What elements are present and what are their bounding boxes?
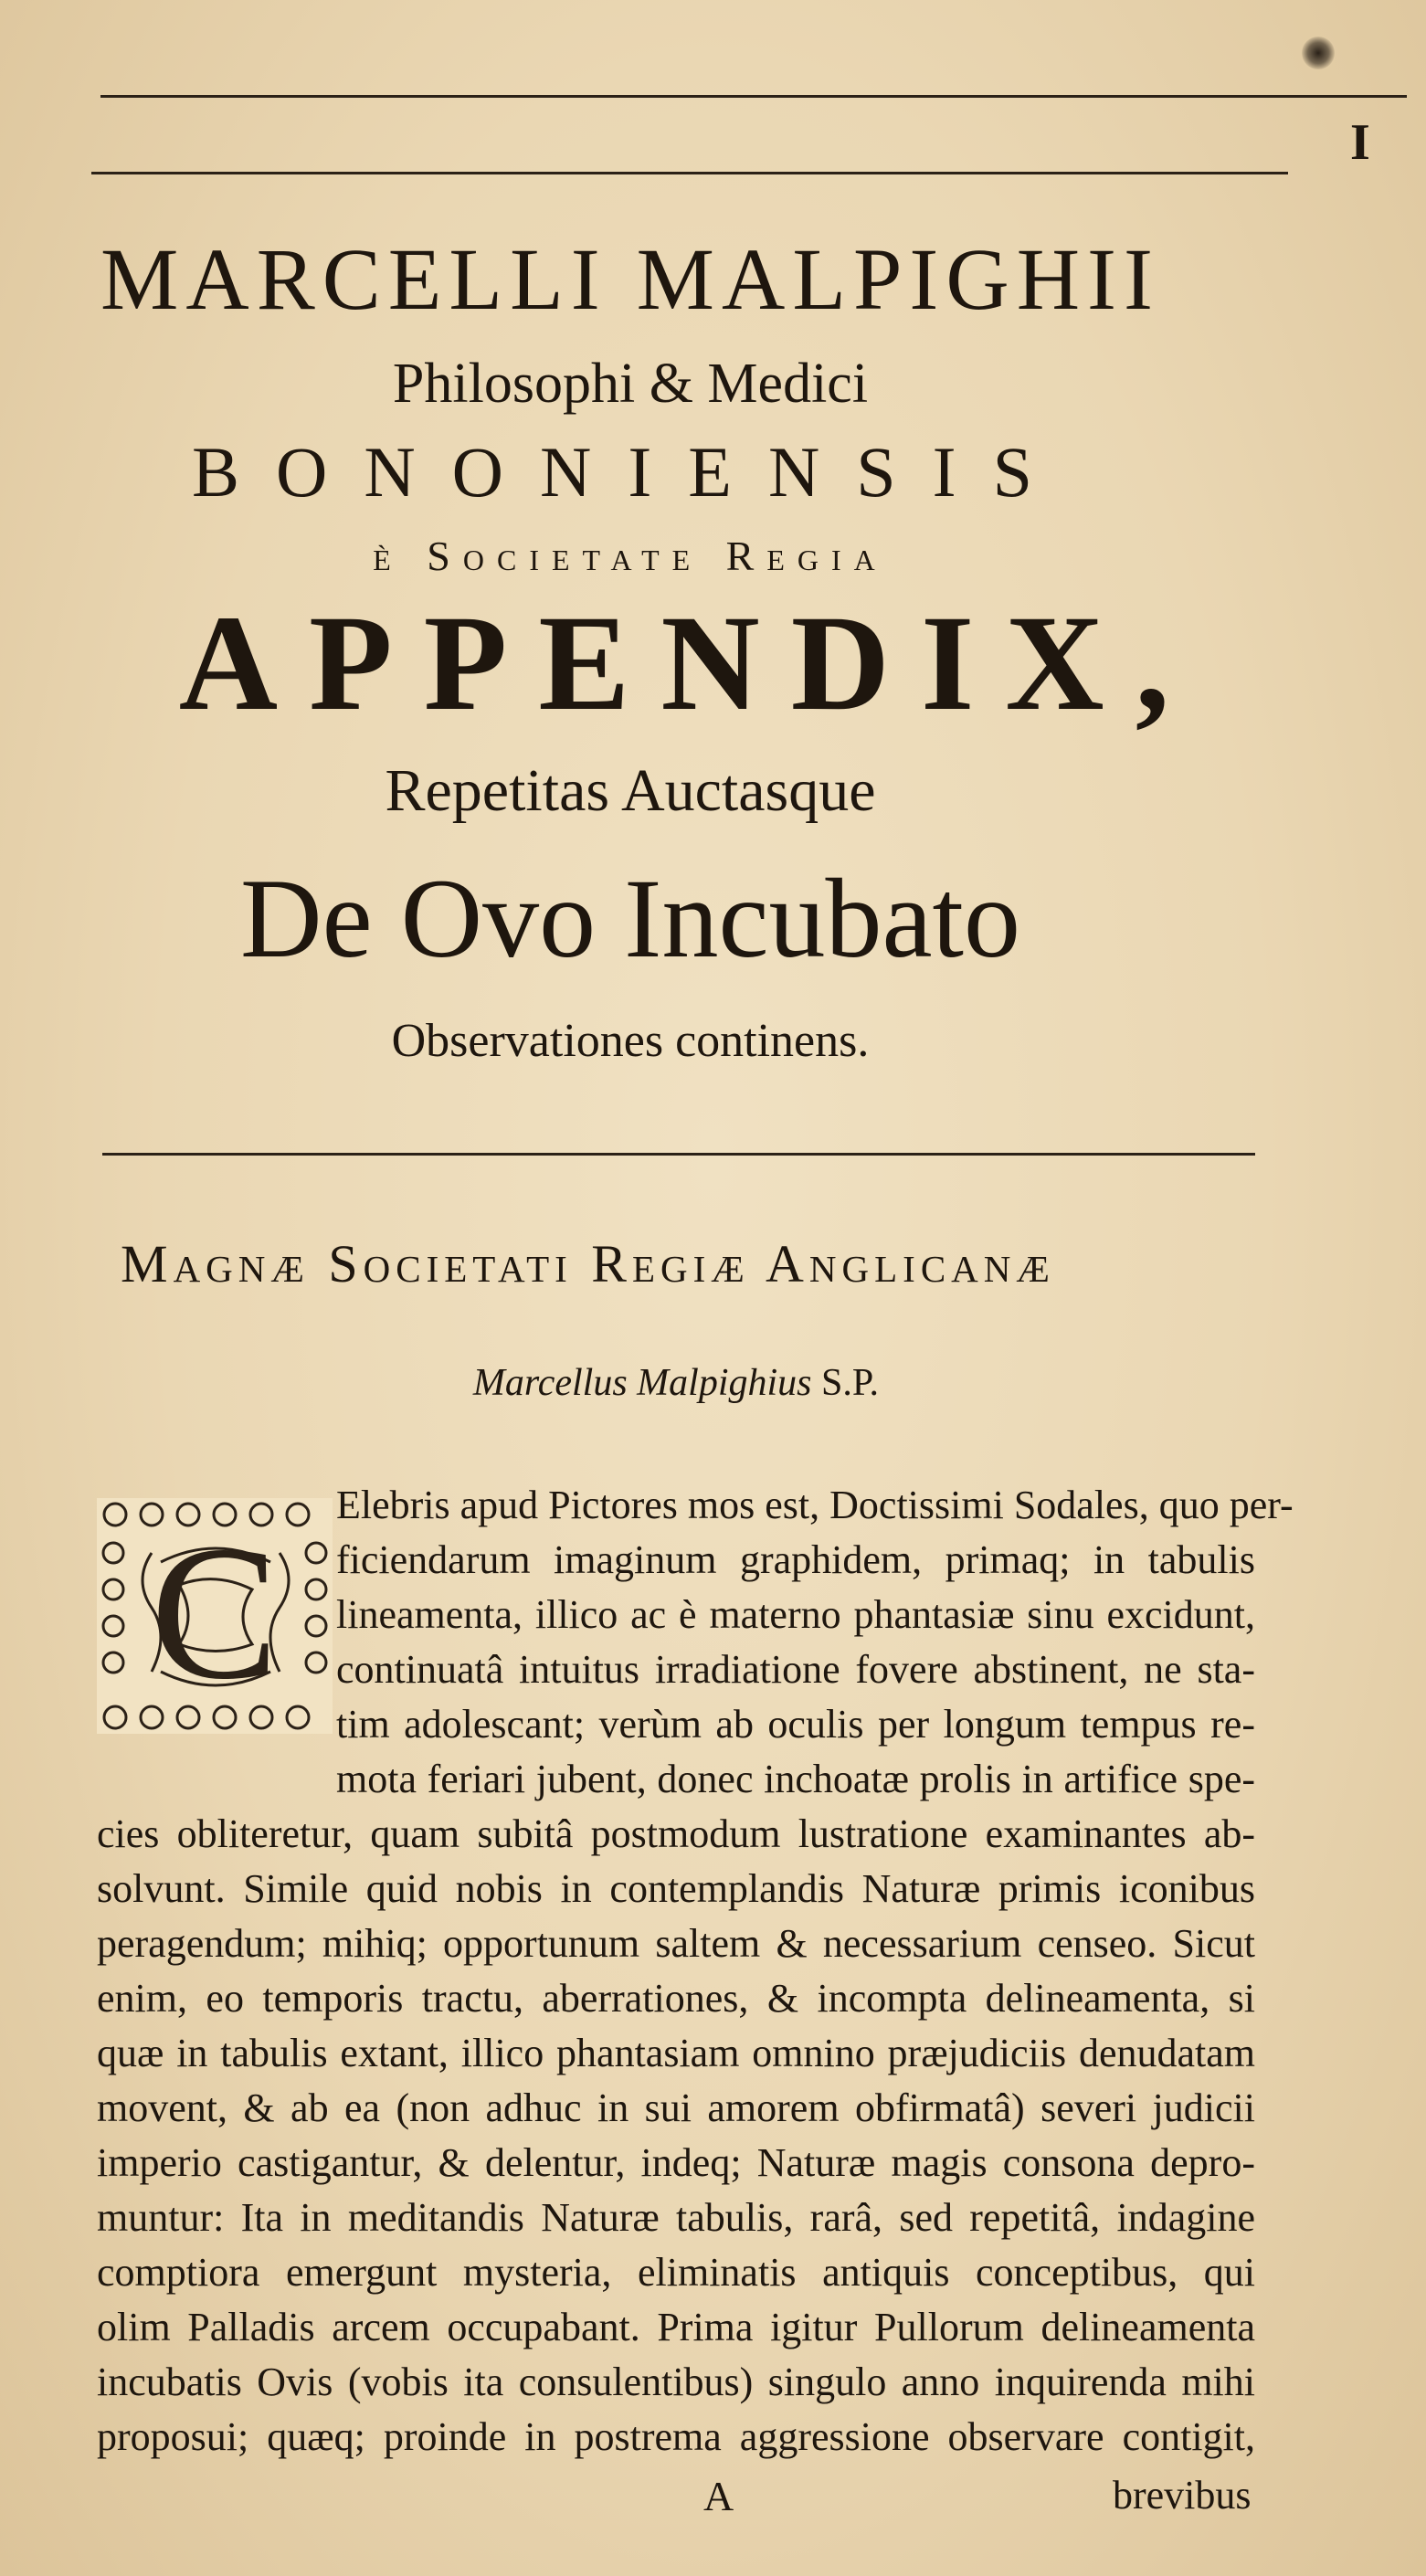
body-line-9: peragendum; mihiq; opportunum saltem & necessarium censeo. Sicut xyxy=(97,1921,1255,1966)
body-line-4: continuatâ intuitus irradiatione fovere abstinent, ne sta- xyxy=(336,1647,1255,1692)
body-line-10: enim, eo temporis tractu, aberrationes, & incompta delineamenta, si xyxy=(97,1976,1255,2021)
body-line-13: imperio castigantur, & delentur, indeq; Naturæ magis consona depro- xyxy=(97,2140,1255,2185)
decorated-initial-c xyxy=(97,1498,333,1734)
title-author: MARCELLI MALPIGHII xyxy=(100,230,1160,328)
body-line-11: quæ in tabulis extant, illico phantasiam omnino præjudiciis denudatam xyxy=(97,2031,1255,2075)
title-profession: Philosophi & Medici xyxy=(392,353,869,415)
author-name: Marcellus Malpighius xyxy=(472,1362,812,1404)
initial-letter: C xyxy=(150,1507,280,1719)
body-line-18: proposui; quæq; proinde in postrema aggressione observare contigit, xyxy=(97,2414,1255,2459)
body-line-2: ficiendarum imaginum graphidem, primaq; in tabulis xyxy=(336,1537,1255,1582)
page-number: I xyxy=(1350,114,1370,171)
body-line-14: muntur: Ita in meditandis Naturæ tabulis, rarâ, sed repetitâ, indagine xyxy=(97,2195,1255,2240)
dedication-heading: Magnæ Societati Regiæ Anglicanæ xyxy=(121,1234,1055,1293)
header-rule xyxy=(91,172,1288,174)
body-line-5: tim adolescant; verùm ab oculis per longum tempus re- xyxy=(336,1702,1255,1747)
body-line-16: olim Palladis arcem occupabant. Prima igitur Pullorum delineamenta xyxy=(97,2305,1255,2349)
title-divider xyxy=(102,1153,1255,1156)
body-line-12: movent, & ab ea (non adhuc in sui amorem obfirmatâ) severi judicii xyxy=(97,2085,1255,2130)
top-rule xyxy=(100,95,1407,98)
body-line-8: solvunt. Simile quid nobis in contemplandis Naturæ primis iconibus xyxy=(97,1866,1255,1911)
body-line-1: Elebris apud Pictores mos est, Doctissimi Sodales, quo per- xyxy=(336,1483,1294,1527)
body-line-6: mota feriari jubent, donec inchoatæ prolis in artifice spe- xyxy=(336,1757,1255,1801)
catchword: brevibus xyxy=(1113,2473,1252,2518)
author-suffix: S.P. xyxy=(821,1362,880,1404)
title-observationes: Observationes continens. xyxy=(391,1015,870,1067)
body-line-17: incubatis Ovis (vobis ita consulentibus) singulo anno inquirenda mihi xyxy=(97,2360,1255,2404)
title-appendix: APPENDIX, xyxy=(178,587,1201,739)
body-line-3: lineamenta, illico ac è materno phantasiæ sinu excidunt, xyxy=(336,1592,1255,1637)
body-line-7: cies obliteretur, quam subitâ postmodum lustratione examinantes ab- xyxy=(97,1811,1255,1856)
signature-mark: A xyxy=(703,2473,734,2519)
body-line-15: comptiora emergunt mysteria, eliminatis antiquis conceptibus, qui xyxy=(97,2250,1255,2295)
title-society: è Societate Regia xyxy=(373,533,888,579)
ink-smudge xyxy=(1302,37,1335,69)
title-city: BONONIENSIS xyxy=(191,432,1070,512)
author-salutation xyxy=(46,1361,1306,1405)
title-de-ovo: De Ovo Incubato xyxy=(240,856,1020,981)
title-repetitas: Repetitas Auctasque xyxy=(385,757,876,824)
